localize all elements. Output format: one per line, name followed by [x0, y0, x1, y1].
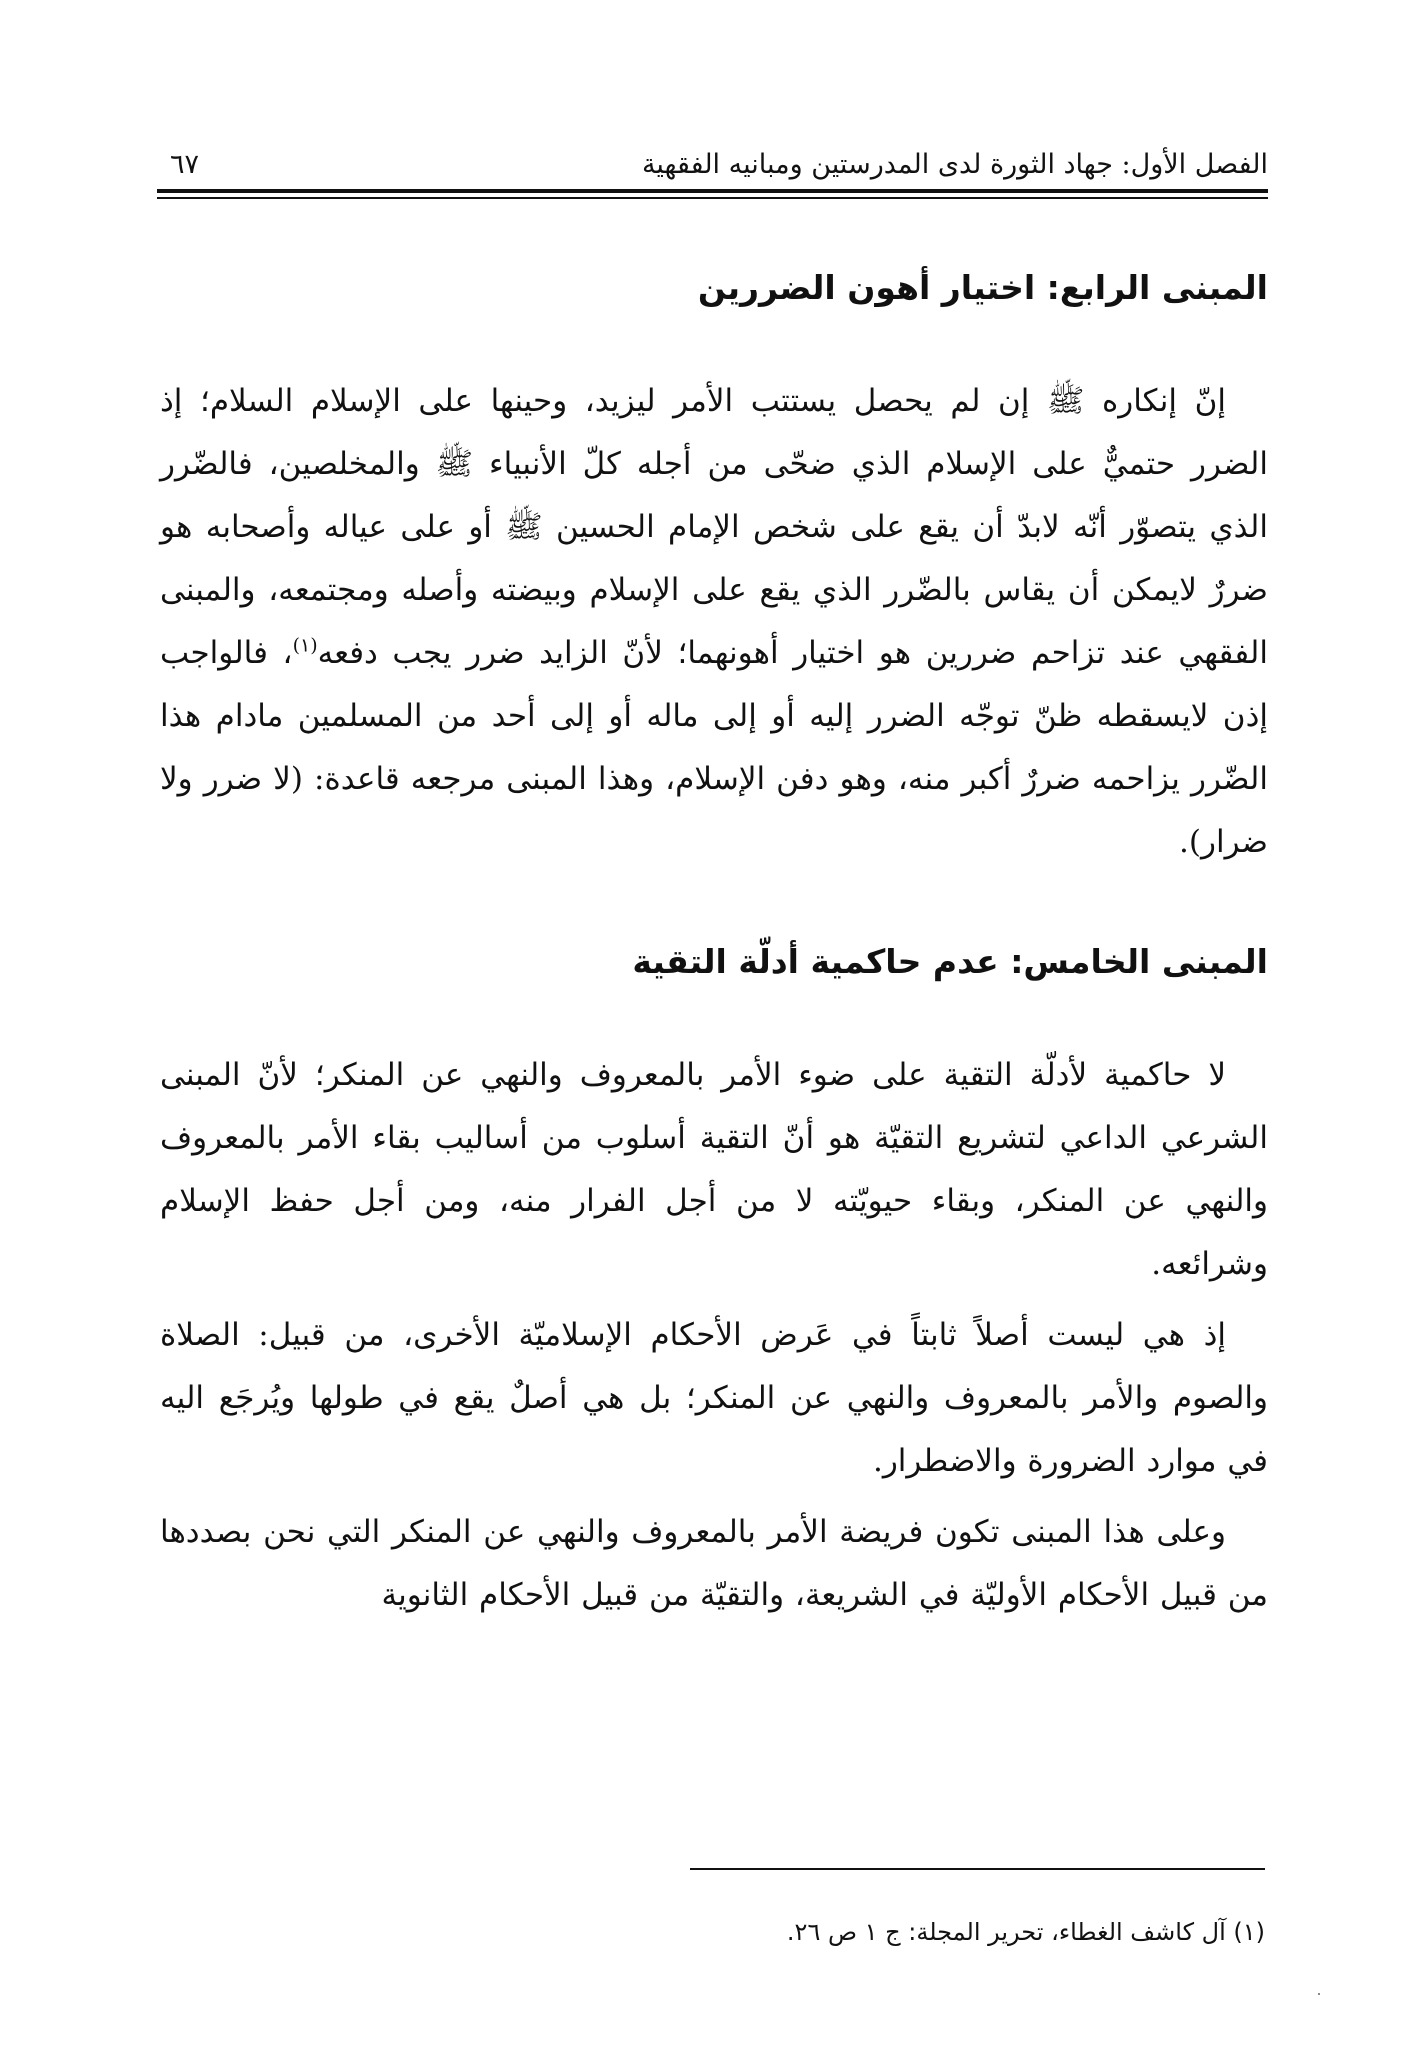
- section-heading: المبنى الرابع: اختيار أهون الضررين: [697, 268, 1268, 307]
- running-header: [170, 128, 1268, 178]
- body-paragraph: [160, 370, 1268, 874]
- page-body: [160, 258, 1268, 1627]
- header-rule-thin: [157, 197, 1268, 199]
- header-rule: [157, 189, 1268, 193]
- paragraph-text: إنّ إنكاره ﷺ إن لم يحصل يستتب الأمر ليزيد، وحينها على الإسلام السلام؛ إذ الضرر حتميٌّ على الإسلام الذي ضحّى من أجله كلّ الأنبياء ﷺ والمخلصين، فالضّرر الذي يتصوّر أنّه لابدّ أن يقع على شخص الإمام الحسين ﷺ أو على عياله وأصحابه هو ضررٌ لايمكن أن يقاس بالضّرر الذي يقع على الإسلام وبيضته وأصله ومجتمعه، والمبنى الفقهي عند تزاحم ضررين هو اختيار أهونهما؛ لأنّ الزايد ضرر يجب دفعه: [160, 383, 1268, 671]
- chapter-title: الفصل الأول: جهاد الثورة لدى المدرستين ومبانيه الفقهية: [641, 149, 1268, 180]
- body-paragraph: وعلى هذا المبنى تكون فريضة الأمر بالمعروف والنهي عن المنكر التي نحن بصددها من قبيل الأحكام الأوليّة في الشريعة، والتقيّة من قبيل الأحكام الثانوية: [160, 1514, 1268, 1613]
- footnote-reference: (١): [292, 634, 318, 657]
- footnote-rule: [690, 1868, 1265, 1870]
- section-heading: المبنى الخامس: عدم حاكمية أدلّة التقية: [632, 942, 1268, 981]
- body-paragraph: لا حاكمية لأدلّة التقية على ضوء الأمر بالمعروف والنهي عن المنكر؛ لأنّ المبنى الشرعي الداعي لتشريع التقيّة هو أنّ التقية أسلوب من أساليب بقاء الأمر بالمعروف والنهي عن المنكر، وبقاء حيويّته لا من أجل الفرار منه، ومن أجل حفظ الإسلام وشرائعه.: [160, 1057, 1268, 1282]
- scan-speck: [1318, 1993, 1320, 1995]
- page-number: ٦٧: [170, 149, 200, 180]
- footnote: (١) آل كاشف الغطاء، تحرير المجلة: ج ١ ص ٢٦.: [786, 1918, 1265, 1946]
- body-paragraph: إذ هي ليست أصلاً ثابتاً في عَرض الأحكام الإسلاميّة الأخرى، من قبيل: الصلاة والصوم والأمر بالمعروف والنهي عن المنكر؛ بل هي أصلٌ يقع في طولها ويُرجَع اليه في موارد الضرورة والاضطرار.: [160, 1317, 1268, 1479]
- paragraph-text: ، فالواجب إذن لايسقطه ظنّ توجّه الضرر إليه أو إلى ماله أو إلى أحد من المسلمين مادام هذا الضّرر يزاحمه ضررٌ أكبر منه، وهو دفن الإسلام، وهذا المبنى مرجعه قاعدة: (لا ضرر ولا ضرار).: [160, 635, 1268, 860]
